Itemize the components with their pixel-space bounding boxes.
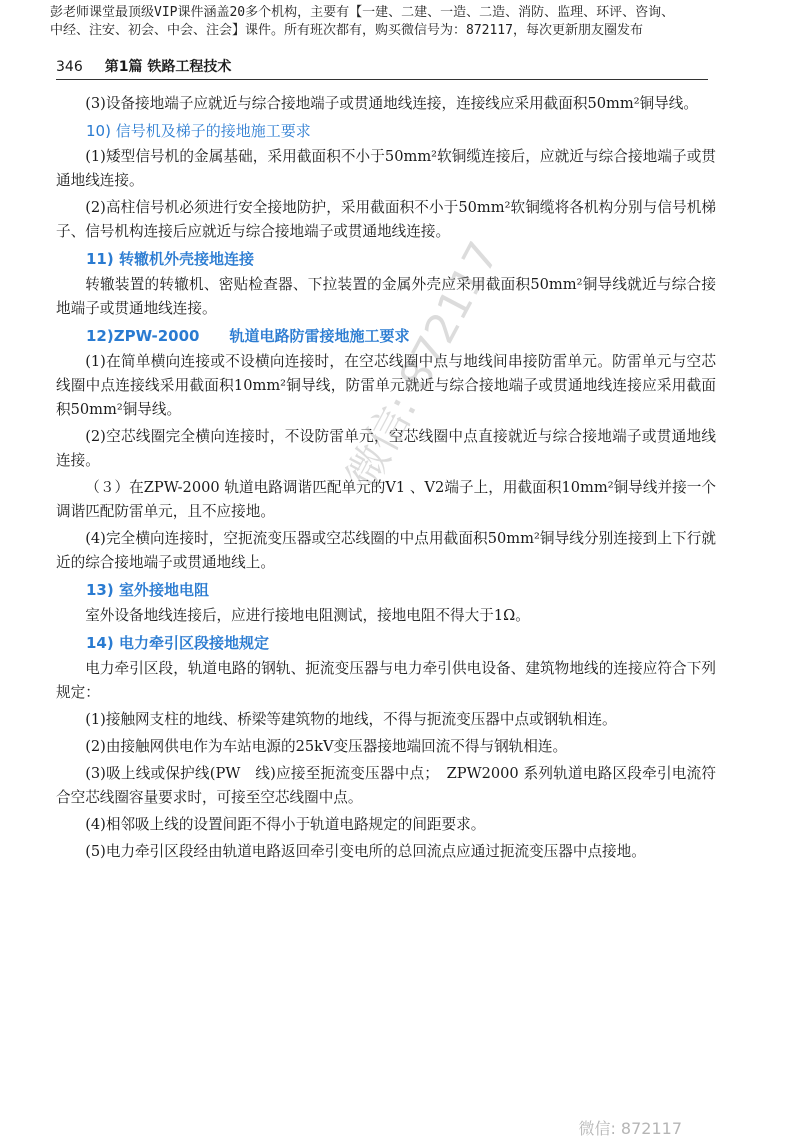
paragraph-10-1: (1)矮型信号机的金属基础，采用截面积不小于50mm²软铜缆连接后，应就近与综合接地端子或贯通地线连接。 [56,148,716,189]
paragraph-14-2: (2)由接触网供电作为车站电源的25kV变压器接地端回流不得与钢轨相连。 [85,738,568,755]
watermark-corner: 微信: 872117 [578,1119,682,1138]
promo-line-2: 中经、注安、初会、中会、注会】课件。所有班次都有，购买微信号为：872117，每次更新朋友圈发布 [50,23,643,38]
paragraph-13: 室外设备地线连接后，应进行接地电阻测试，接地电阻不得大于1Ω。 [85,607,530,624]
promo-banner [50,4,760,40]
paragraph-12-3: （３）在ZPW-2000 轨道电路调谐匹配单元的V1 、V2端子上，用截面积10mm²铜导线并接一个调谐匹配防雷单元，且不应接地。 [56,479,716,520]
heading-11: 11) 转辙机外壳接地连接 [86,250,254,268]
page-number: 346 [56,59,83,75]
paragraph-12-1: (1)在简单横向连接或不设横向连接时，在空芯线圈中点与地线间串接防雷单元。防雷单元与空芯线圈中点连接线采用截面积10mm²铜导线，防雷单元就近与综合接地端子或贯通地线连接应采用截面积50mm²铜导线。 [56,353,716,418]
paragraph-14-4: (4)相邻吸上线的设置间距不得小于轨道电路规定的间距要求。 [85,816,486,833]
heading-14: 14) 电力牵引区段接地规定 [86,634,269,652]
heading-10: 10) 信号机及梯子的接地施工要求 [86,122,311,140]
watermark-diagonal: 微信: 872117 [337,233,508,497]
paragraph-14-3: (3)吸上线或保护线(PW 线)应接至扼流变压器中点； ZPW2000 系列轨道电路区段牵引电流符合空芯线圈容量要求时，可接至空芯线圈中点。 [56,765,716,806]
heading-13: 13) 室外接地电阻 [86,581,209,599]
running-header [56,56,708,80]
paragraph-intro: (3)设备接地端子应就近与综合接地端子或贯通地线连接，连接线应采用截面积50mm²铜导线。 [85,95,698,112]
paragraph-14-1: (1)接触网支柱的地线、桥梁等建筑物的地线，不得与扼流变压器中点或钢轨相连。 [85,711,617,728]
paragraph-10-2: (2)高柱信号机必须进行安全接地防护，采用截面积不小于50mm²软铜缆将各机构分别与信号机梯子、信号机构连接后应就近与综合接地端子或贯通地线连接。 [56,199,716,240]
chapter-title: 第1篇 铁路工程技术 [104,59,232,75]
paragraph-12-2: (2)空芯线圈完全横向连接时，不设防雷单元，空芯线圈中点直接就近与综合接地端子或贯通地线连接。 [56,428,716,469]
paragraph-12-4: (4)完全横向连接时，空扼流变压器或空芯线圈的中点用截面积50mm²铜导线分别连接到上下行就近的综合接地端子或贯通地线上。 [56,530,716,571]
heading-12: 12)ZPW-2000 轨道电路防雷接地施工要求 [86,327,410,345]
paragraph-11: 转辙装置的转辙机、密贴检查器、下拉装置的金属外壳应采用截面积50mm²铜导线就近与综合接地端子或贯通地线连接。 [56,276,716,317]
paragraph-14-5: (5)电力牵引区段经由轨道电路返回牵引变电所的总回流点应通过扼流变压器中点接地。 [85,843,646,860]
promo-line-1: 彭老师课堂最顶级VIP课件涵盖20多个机构，主要有【一建、二建、一造、二造、消防、监理、环评、咨询、 [50,5,675,20]
paragraph-14-0: 电力牵引区段，轨道电路的钢轨、扼流变压器与电力牵引供电设备、建筑物地线的连接应符合下列规定： [56,660,716,701]
